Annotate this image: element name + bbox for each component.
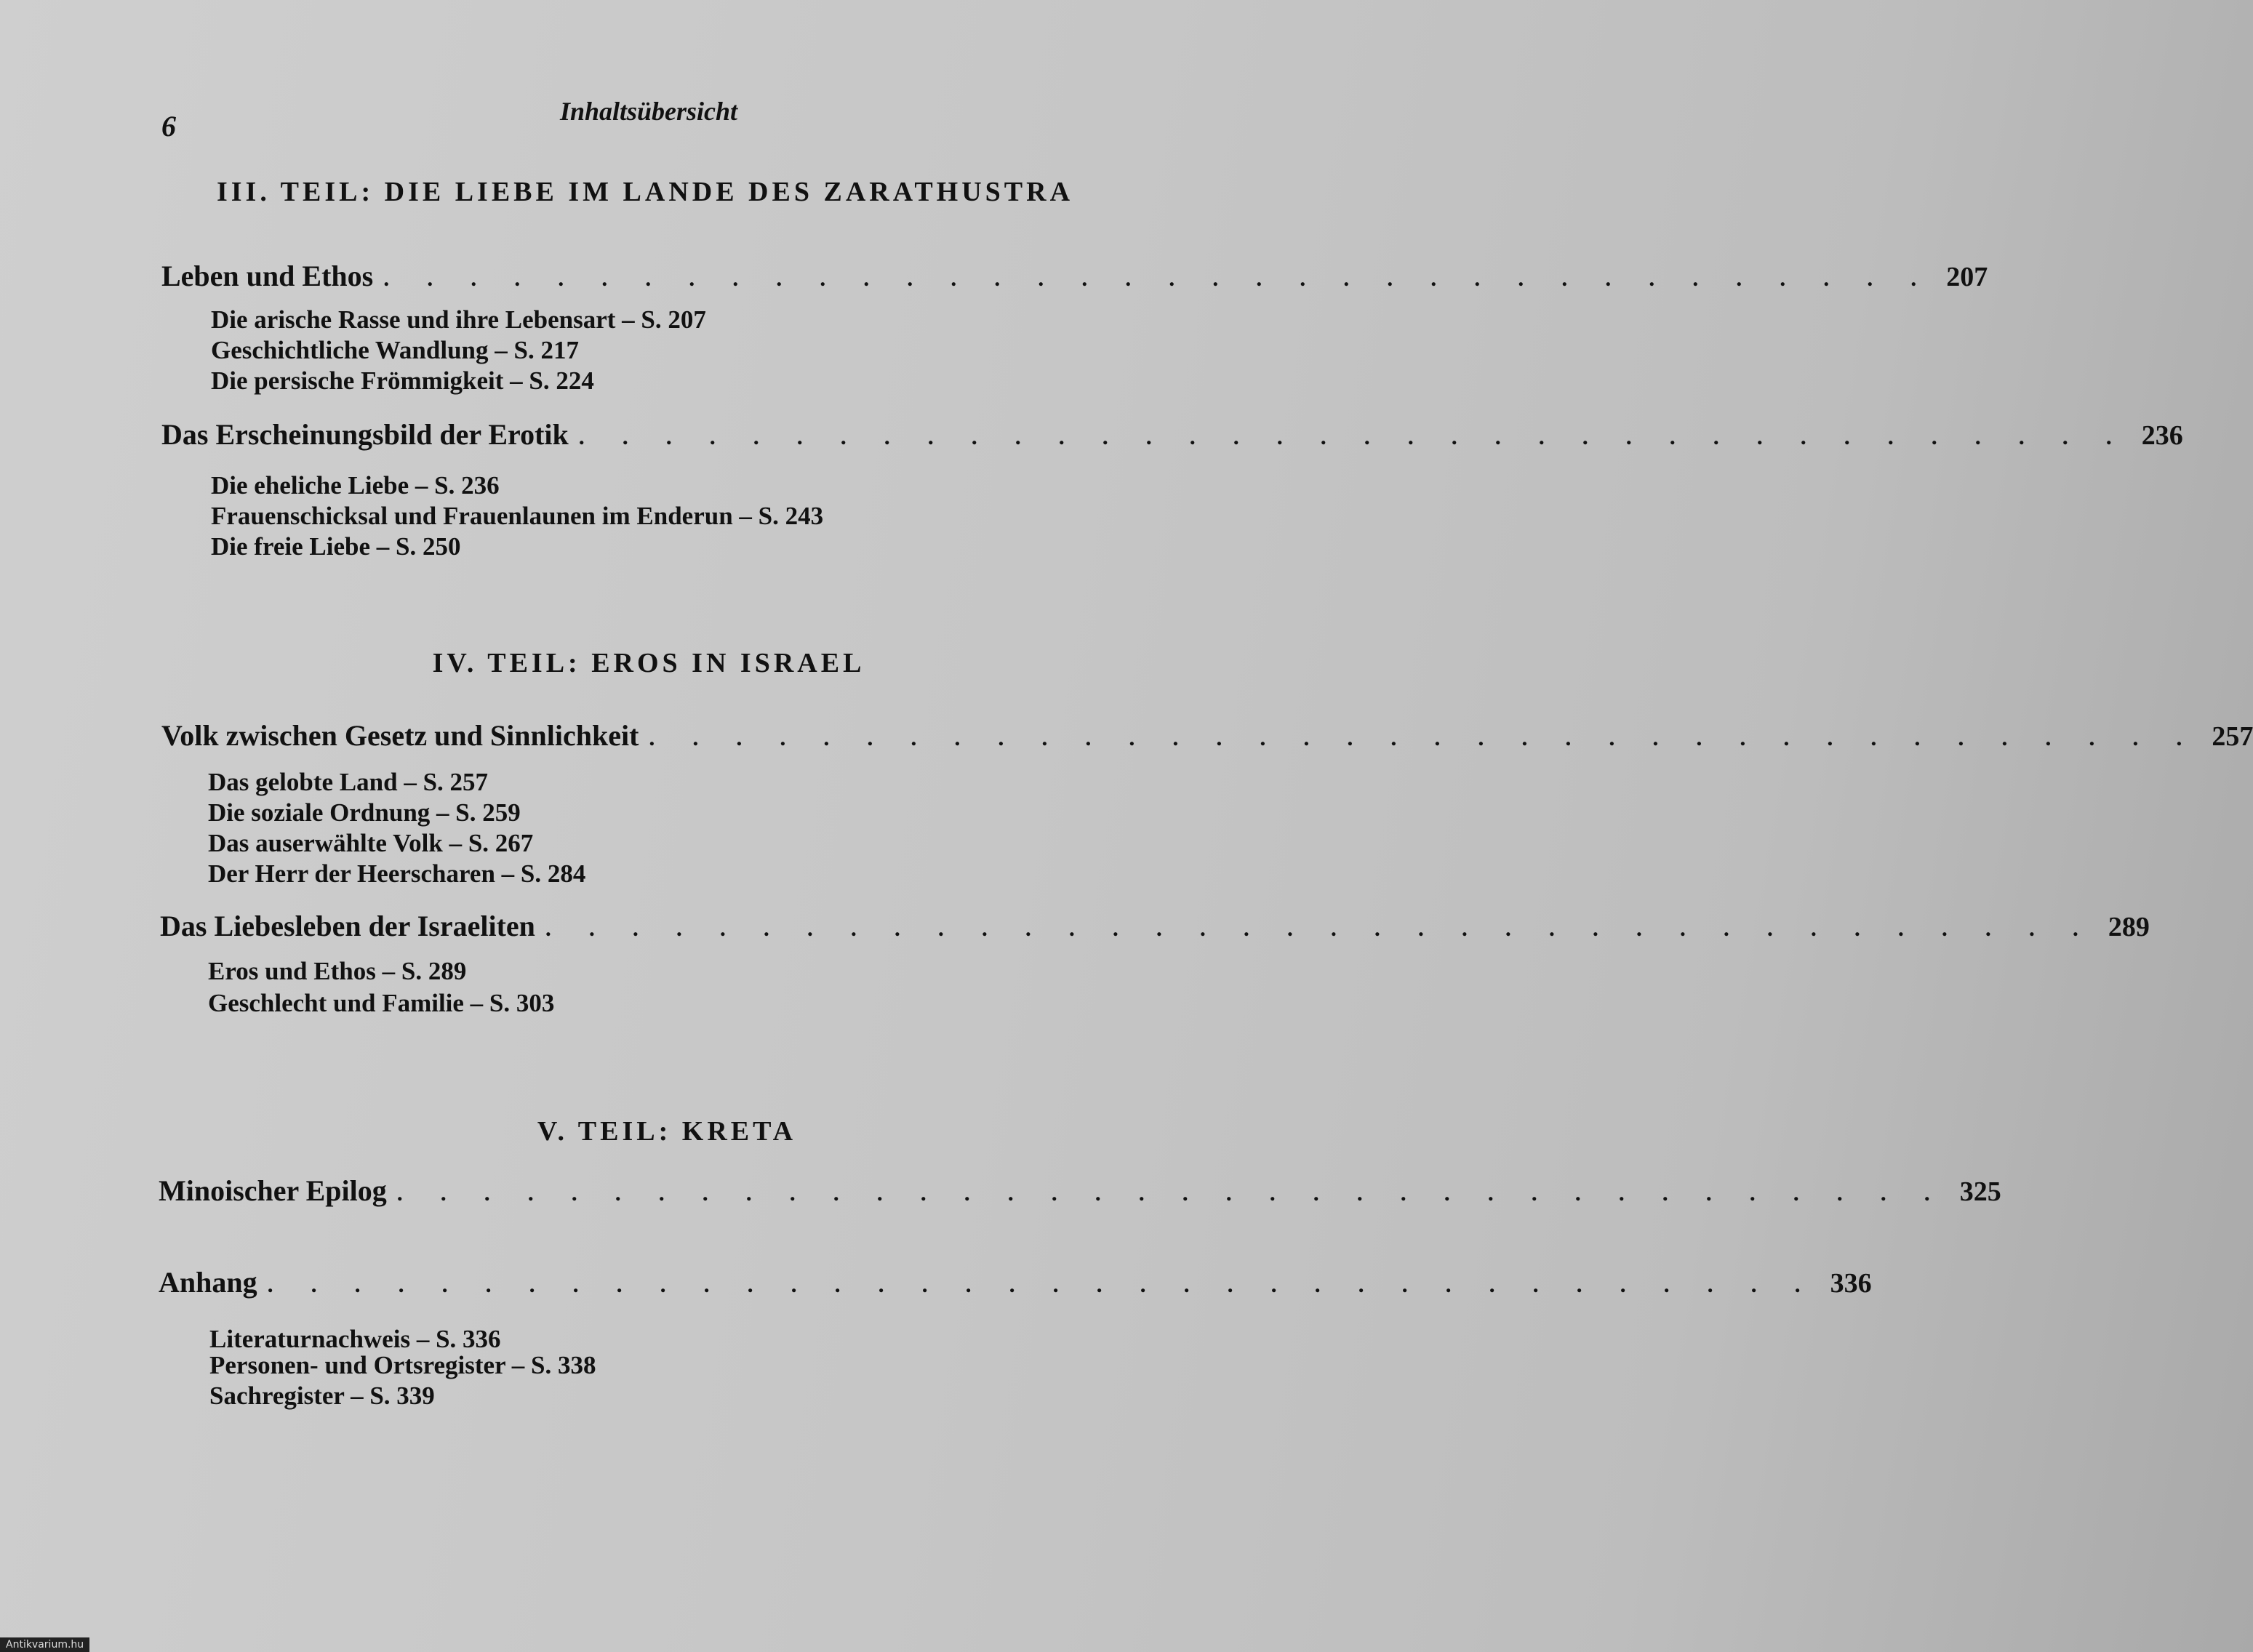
subsection: Die soziale Ordnung – S. 259 [208,798,521,827]
chapter-title: Volk zwischen Gesetz und Sinnlichkeit [161,719,639,752]
part-title-v: V. TEIL: KRETA [537,1116,797,1147]
subsection: Die persische Frömmigkeit – S. 224 [211,366,594,395]
subsection: Literaturnachweis – S. 336 [209,1325,501,1353]
leader-dots: . . . . . . . . . . . . . . . . . . . . . . . . . . . . . . . . . . . . [578,423,2128,449]
running-head: Inhaltsübersicht [559,97,738,126]
chapter-page: 207 [1946,262,1988,292]
leader-dots: . . . . . . . . . . . . . . . . . . . . . . . . . . . . . . . . . . . . [267,1271,1817,1297]
chapter-volk-zwischen-gesetz [161,718,2253,759]
chapter-title: Minoischer Epilog [159,1174,387,1207]
chapter-anhang [159,1265,1872,1306]
subsection: Die freie Liebe – S. 250 [211,532,461,561]
subsection: Der Herr der Heerscharen – S. 284 [208,859,586,888]
subsection: Das auserwählte Volk – S. 267 [208,829,534,857]
watermark: Antikvarium.hu [0,1637,89,1652]
chapter-liebesleben-israeliten [160,909,2150,950]
subsection: Die eheliche Liebe – S. 236 [211,471,500,500]
subsection: Eros und Ethos – S. 289 [208,957,467,985]
chapter-leben-und-ethos [161,259,1988,300]
chapter-erscheinungsbild [161,417,2183,458]
chapter-page: 257 [2212,721,2253,752]
chapter-title: Leben und Ethos [161,260,374,292]
chapter-page: 336 [1830,1268,1872,1299]
subsection: Die arische Rasse und ihre Lebensart – S. 207 [211,305,706,334]
chapter-page: 289 [2108,912,2150,942]
chapter-title: Das Liebesleben der Israeliten [160,910,535,942]
leader-dots: . . . . . . . . . . . . . . . . . . . . . . . . . . . . . . . . . . . . [383,265,1933,291]
chapter-title: Anhang [159,1266,257,1299]
chapter-page: 236 [2141,420,2183,451]
part-title-iii: III. TEIL: DIE LIEBE IM LANDE DES ZARATHUSTRA [216,177,1074,207]
subsection: Das gelobte Land – S. 257 [208,768,489,796]
leader-dots: . . . . . . . . . . . . . . . . . . . . . . . . . . . . . . . . . . . . [396,1179,1946,1206]
page-number: 6 [161,110,176,143]
chapter-title: Das Erscheinungsbild der Erotik [161,418,569,451]
part-title-iv: IV. TEIL: EROS IN ISRAEL [432,648,865,678]
subsection: Frauenschicksal und Frauenlaunen im Enderun – S. 243 [211,502,824,530]
leader-dots: . . . . . . . . . . . . . . . . . . . . . . . . . . . . . . . . . . . . [649,724,2198,750]
chapter-minoischer-epilog [159,1174,2001,1214]
chapter-page: 325 [1959,1176,2001,1207]
subsection: Personen- und Ortsregister – S. 338 [209,1351,596,1379]
leader-dots: . . . . . . . . . . . . . . . . . . . . . . . . . . . . . . . . . . . . [545,915,2094,941]
subsection: Geschichtliche Wandlung – S. 217 [211,336,579,364]
subsection: Sachregister – S. 339 [209,1382,435,1410]
subsection: Geschlecht und Familie – S. 303 [208,989,555,1017]
